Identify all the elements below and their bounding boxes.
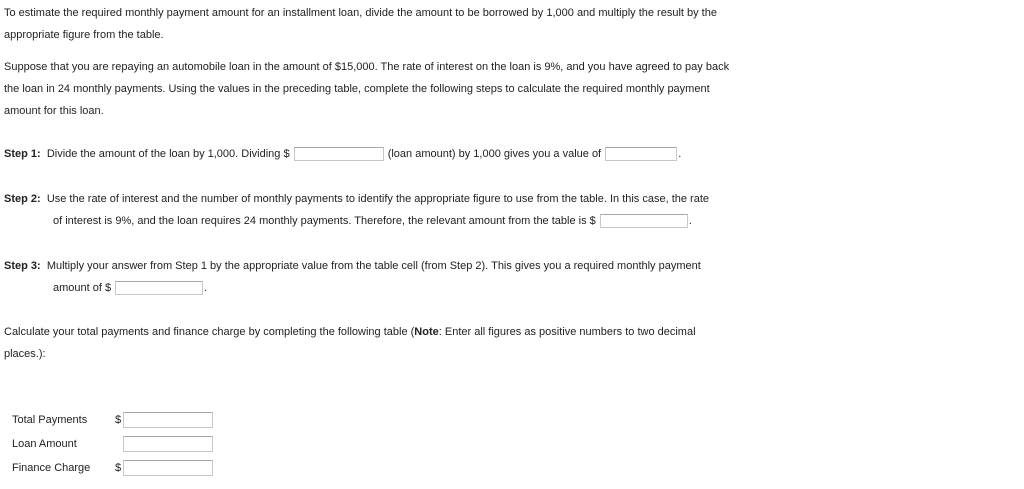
calc-text-b: : Enter all figures as positive numbers to two decimal (438, 326, 696, 338)
step-3-label: Step 3: (4, 260, 41, 272)
intro-line-1: To estimate the required monthly payment amount for an installment loan, divide the amount to be borrowed by 1,000 and multiply the result by the (4, 7, 717, 19)
total-payments-label: Total Payments (12, 414, 88, 426)
step-2-line-1 (4, 192, 709, 206)
step-1-result-input[interactable] (605, 147, 677, 161)
step-2-text-2: of interest is 9%, and the loan requires 24 monthly payments. Therefore, the relevant amount from the table is $ (53, 215, 596, 227)
step-2-label: Step 2: (4, 193, 41, 205)
total-payments-currency: $ (115, 414, 122, 426)
scenario-line-1: Suppose that you are repaying an automobile loan in the amount of $15,000. The rate of interest on the loan is 9%, and you have agreed to pay back (4, 61, 730, 73)
step-3-text-1: Multiply your answer from Step 1 by the appropriate value from the table cell (from Step 2). This gives you a required monthly payment (46, 260, 701, 272)
loan-amount-input[interactable] (294, 147, 384, 161)
step-3-period: . (204, 282, 208, 294)
monthly-payment-input[interactable] (115, 281, 203, 295)
scenario-line-2: the loan in 24 monthly payments. Using the values in the preceding table, complete the following steps to calculate the required monthly payment (4, 83, 710, 95)
finance-charge-input[interactable] (123, 460, 213, 476)
step-2-text-1: Use the rate of interest and the number of monthly payments to identify the appropriate figure to use from the table. In this case, the rate (46, 193, 710, 205)
step-3-text-2: amount of $ (53, 282, 112, 294)
calc-line-2: places.): (4, 348, 46, 360)
loan-amount-label: Loan Amount (12, 438, 77, 450)
calc-text-a: Calculate your total payments and finance charge by completing the following table ( (4, 326, 415, 338)
step-1-text-a: Divide the amount of the loan by 1,000. Dividing $ (46, 148, 290, 160)
finance-charge-label: Finance Charge (12, 462, 91, 474)
step-1-label: Step 1: (4, 148, 41, 160)
finance-charge-currency: $ (115, 462, 122, 474)
step-2-line-2 (53, 214, 692, 228)
total-payments-input[interactable] (123, 412, 213, 428)
table-figure-input[interactable] (600, 214, 688, 228)
calc-line-1 (4, 325, 696, 339)
step-2-period: . (688, 215, 692, 227)
step-3-line-1 (4, 259, 701, 273)
note-label: Note (414, 326, 439, 338)
step-1-period: . (678, 148, 682, 160)
step-3-line-2 (53, 281, 207, 295)
step-1 (4, 147, 681, 161)
loan-amount-table-input[interactable] (123, 436, 213, 452)
intro-line-2: appropriate figure from the table. (4, 29, 164, 41)
scenario-line-3: amount for this loan. (4, 105, 104, 117)
step-1-text-b: (loan amount) by 1,000 gives you a value of (387, 148, 602, 160)
